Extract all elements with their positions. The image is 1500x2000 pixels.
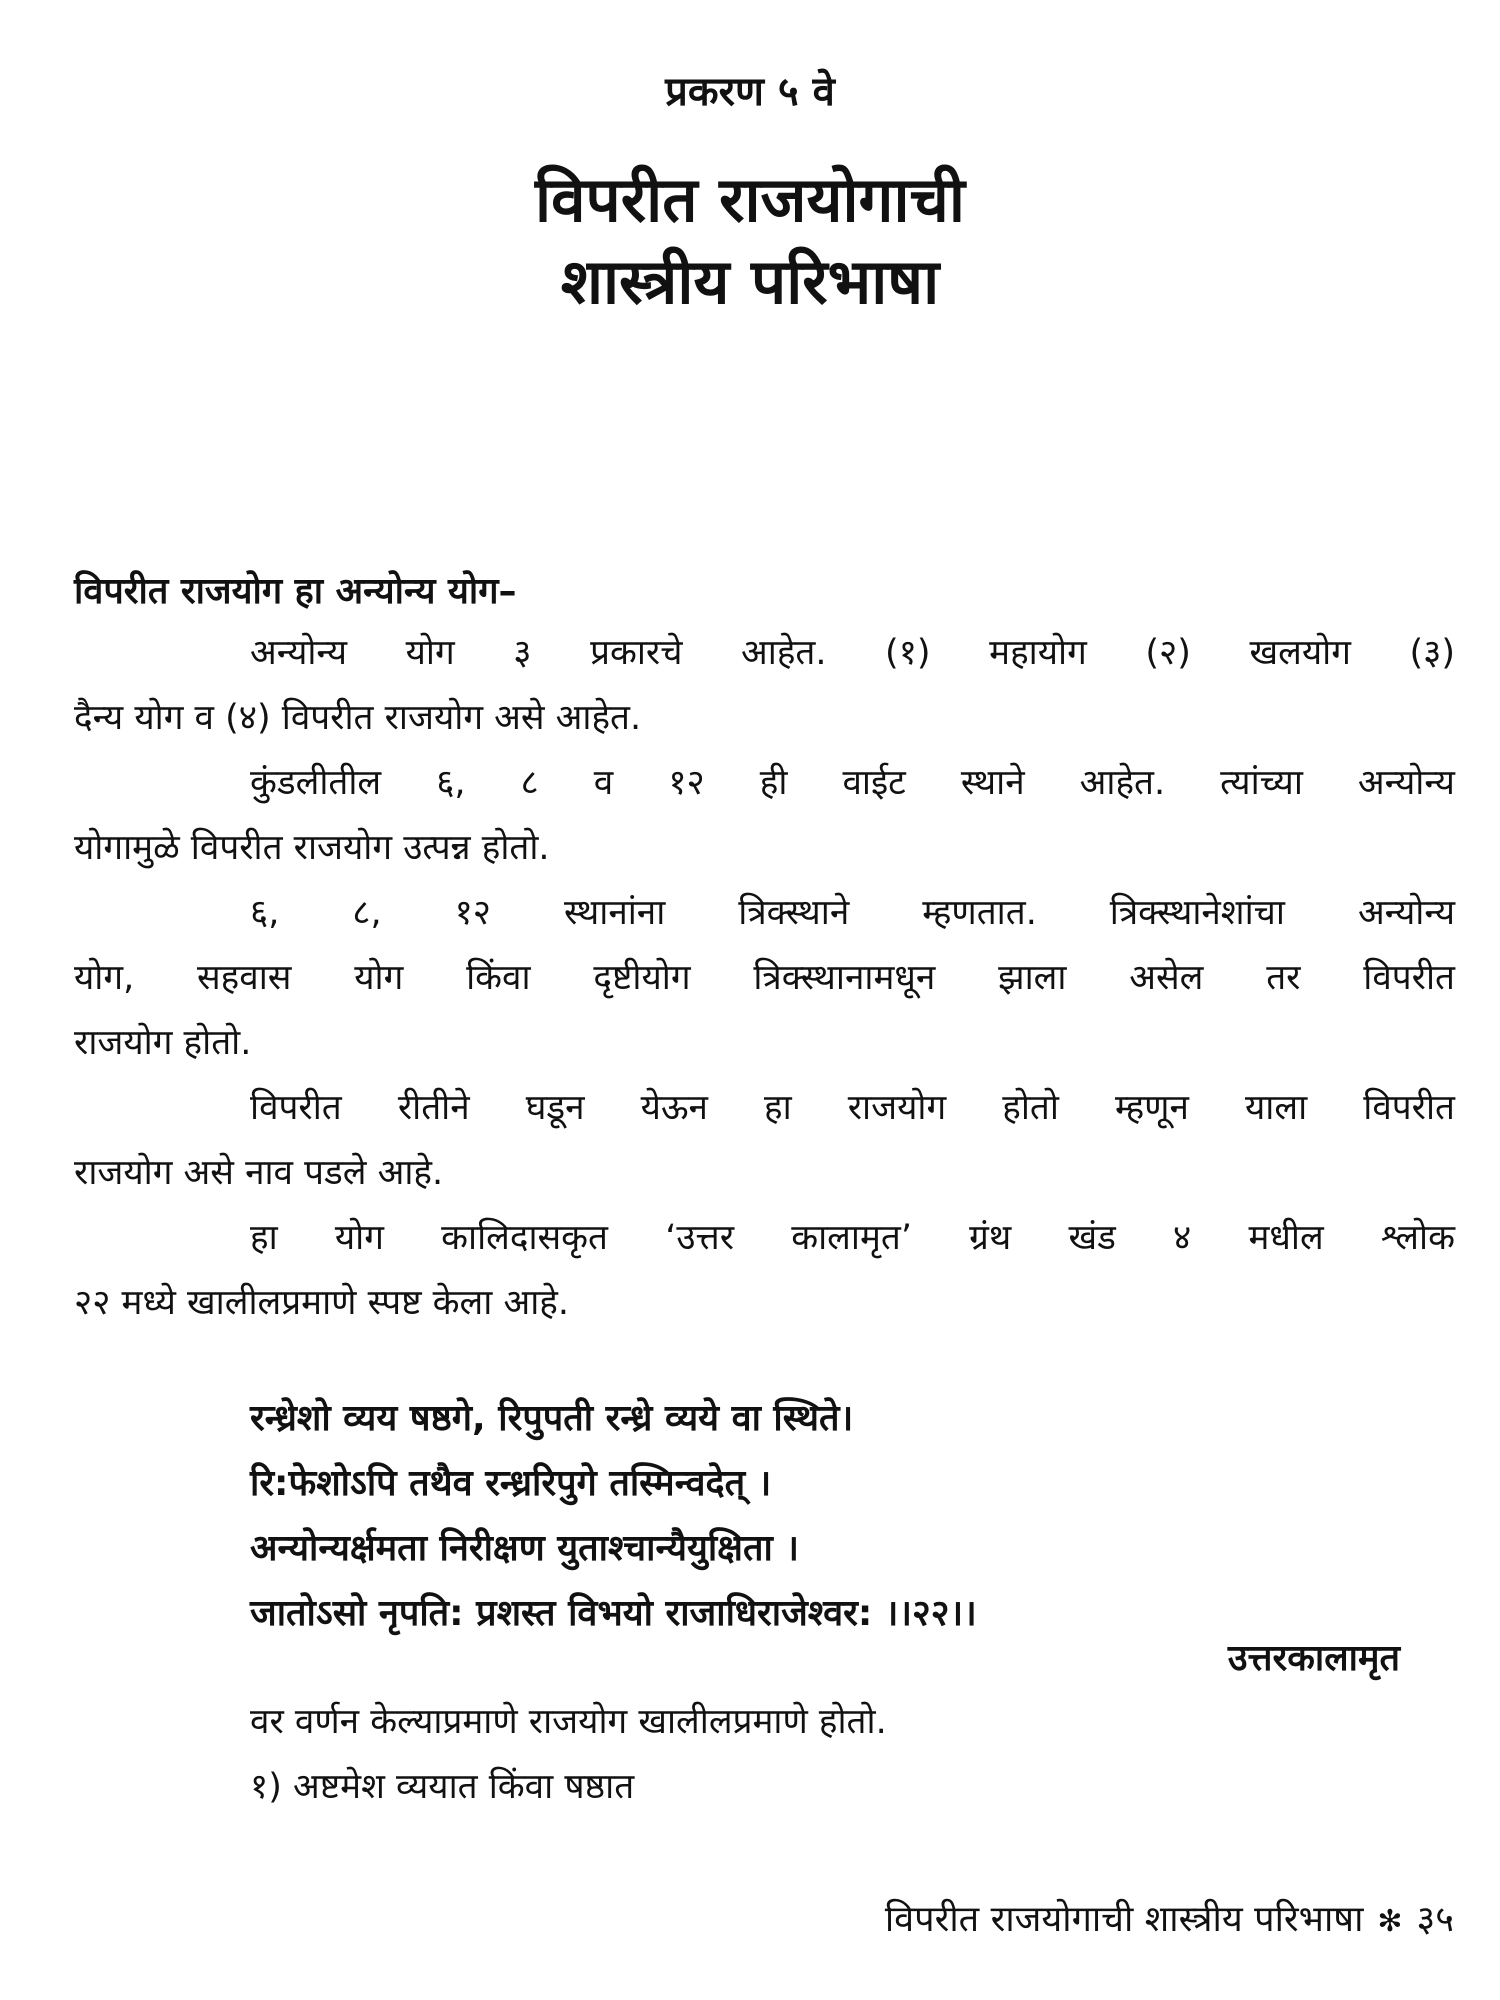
body-line: वर वर्णन केल्याप्रमाणे राजयोग खालीलप्रमाणे होतो. (250, 1702, 887, 1742)
verse-source: उत्तरकालामृत (1227, 1638, 1400, 1679)
body-line: ६, ८, १२ स्थानांना त्रिक्स्थाने म्हणतात. त्रिक्स्थानेशांचा अन्योन्य (250, 893, 1455, 933)
page-footer (885, 1893, 1454, 1942)
verse-line: जातोऽसो नृपति: प्रशस्त विभयो राजाधिराजेश्वर: ।।२२।। (250, 1593, 977, 1634)
section-heading: विपरीत राजयोग हा अन्योन्य योग– (74, 571, 517, 612)
body-line: दैन्य योग व (४) विपरीत राजयोग असे आहेत. (74, 698, 642, 738)
verse-line: रि:फेशोऽपि तथैव रन्ध्ररिपुगे तस्मिन्वदेत् । (250, 1463, 772, 1504)
body-line: हा योग कालिदासकृत ‘उत्तर कालामृत’ ग्रंथ खंड ४ मधील श्लोक (250, 1218, 1455, 1258)
page-number: ३५ (1416, 1899, 1454, 1940)
body-line: १) अष्टमेश व्ययात किंवा षष्ठात (250, 1767, 635, 1807)
chapter-title-line-1: विपरीत राजयोगाची (535, 163, 965, 236)
chapter-title-line-2: शास्त्रीय परिभाषा (560, 245, 940, 318)
body-line: कुंडलीतील ६, ८ व १२ ही वाईट स्थाने आहेत. त्यांच्या अन्योन्य (250, 763, 1455, 803)
body-line: विपरीत रीतीने घडून येऊन हा राजयोग होतो म्हणून याला विपरीत (250, 1088, 1455, 1128)
chapter-label: प्रकरण ५ वे (665, 69, 835, 115)
body-line: अन्योन्य योग ३ प्रकारचे आहेत. (१) महायोग (२) खलयोग (३) (250, 633, 1455, 673)
body-line: राजयोग असे नाव पडले आहे. (74, 1153, 444, 1193)
body-line: योगामुळे विपरीत राजयोग उत्पन्न होतो. (74, 828, 550, 868)
verse-line: रन्ध्रेशो व्यय षष्ठगे, रिपुपती रन्ध्रे व्यये वा स्थिते। (250, 1398, 854, 1439)
asterisk-ornament-icon: ✻ (1377, 1904, 1403, 1939)
body-line: योग, सहवास योग किंवा दृष्टीयोग त्रिक्स्थानामधून झाला असेल तर विपरीत (74, 958, 1455, 998)
body-line: २२ मध्ये खालीलप्रमाणे स्पष्ट केला आहे. (74, 1283, 569, 1323)
running-title: विपरीत राजयोगाची शास्त्रीय परिभाषा (884, 1899, 1364, 1940)
verse-line: अन्योन्यर्क्षमता निरीक्षण युताश्चान्यैयुक्षिता । (250, 1528, 800, 1569)
body-line: राजयोग होतो. (74, 1023, 252, 1063)
